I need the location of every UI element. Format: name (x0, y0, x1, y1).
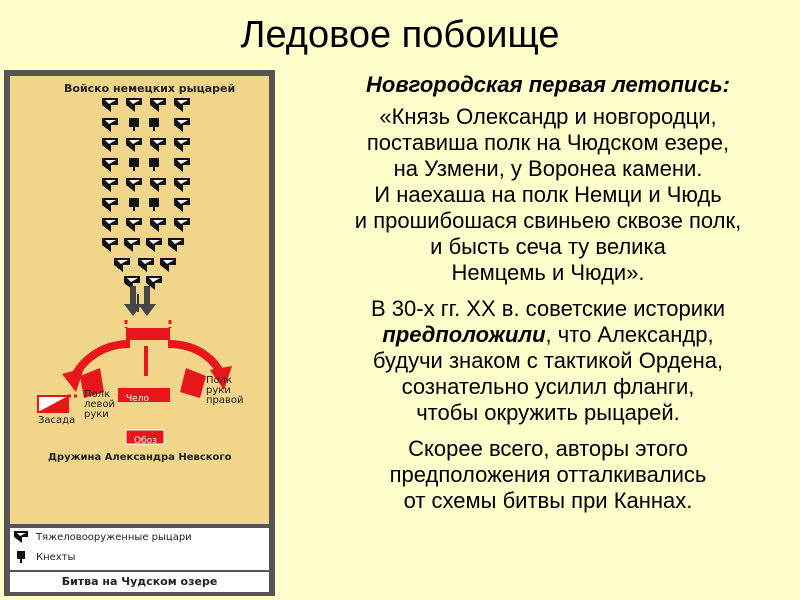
heavy-knight-mark (146, 238, 162, 252)
infantry-mark (149, 158, 159, 171)
infantry-icon (14, 551, 28, 563)
heavy-knight-mark (102, 178, 118, 192)
heavy-knight-mark (126, 98, 142, 112)
diagram-caption: Битва на Чудском озере (10, 572, 269, 592)
german-army-label: Войско немецких рыцарей (64, 82, 236, 95)
right-regiment (180, 368, 206, 398)
legend (10, 528, 269, 570)
heavy-knight-mark (150, 138, 166, 152)
text-column (298, 72, 798, 524)
nevsky-army-label: Дружина Александра Невского (48, 452, 232, 463)
legend-infantry: Кнехты (14, 550, 75, 564)
left-flank-arrowhead (62, 368, 84, 392)
chronicle-heading: Новгородская первая летопись: (366, 72, 730, 97)
heavy-knight-mark (138, 258, 154, 272)
heavy-knight-mark (126, 138, 142, 152)
left-flank-label: Полк левой руки (84, 389, 116, 420)
obоz-label: Обоз (134, 436, 157, 446)
heavy-knight-icon (14, 531, 28, 543)
heavy-knight-mark (114, 258, 130, 272)
heavy-knight-mark (174, 198, 190, 212)
slide-title: Ледовое побоище (240, 14, 560, 56)
heavy-knight-mark (150, 98, 166, 112)
heavy-knight-mark (124, 238, 140, 252)
center-block (126, 328, 170, 340)
heavy-knight-mark (150, 178, 166, 192)
battle-diagram (4, 70, 275, 596)
heavy-knight-mark (102, 98, 118, 112)
ram-arrow (138, 286, 156, 316)
heavy-knight-mark (174, 178, 190, 192)
chronicle-quote: «Князь Олександр и новгородци, поставиша полк на Чюдском езере, на Узмени, у Воронеа камени. И наехаша на полк Немци и Чюдь и прошибошася свиньею сквозе полк, и бысть сеча ту велика Немцемь и Чюди». (354, 104, 742, 285)
right-flank-label: Полк руки правой (206, 375, 244, 406)
heavy-knight-mark (102, 238, 118, 252)
heavy-knight-mark (150, 218, 166, 232)
infantry-mark (149, 118, 159, 131)
heavy-knight-mark (168, 238, 184, 252)
heavy-knight-mark (126, 218, 142, 232)
conclusion-paragraph: Скорее всего, авторы этого предположения отталкивались от схемы битвы при Каннах. (389, 436, 707, 513)
ambush-label: Засада (38, 415, 76, 426)
heavy-knight-mark (174, 118, 190, 132)
infantry-mark (149, 198, 159, 211)
heavy-knight-mark (174, 98, 190, 112)
heavy-knight-mark (102, 158, 118, 172)
legend-heavy: Тяжеловооруженные рыцари (14, 530, 192, 544)
center-label: Чело (126, 394, 149, 404)
infantry-mark (129, 158, 139, 171)
infantry-mark (129, 198, 139, 211)
battle-field (10, 76, 269, 524)
heavy-knight-mark (102, 138, 118, 152)
heavy-knight-mark (174, 158, 190, 172)
heavy-knight-mark (160, 258, 176, 272)
breakthrough-dash (126, 320, 170, 328)
heavy-knight-mark (102, 218, 118, 232)
infantry-mark (129, 118, 139, 131)
heavy-knight-mark (174, 138, 190, 152)
ram-arrow (124, 286, 142, 316)
historians-paragraph: В 30-х гг. XX в. советские историки предположили, что Александр, будучи знаком с тактикой Ордена, сознательно усилил фланги, чтобы окружить рыцарей. (371, 296, 725, 425)
emphasis-word: предположили (382, 322, 546, 347)
heavy-knight-mark (126, 178, 142, 192)
heavy-knight-mark (102, 198, 118, 212)
heavy-knight-mark (174, 218, 190, 232)
heavy-knight-mark (102, 118, 118, 132)
